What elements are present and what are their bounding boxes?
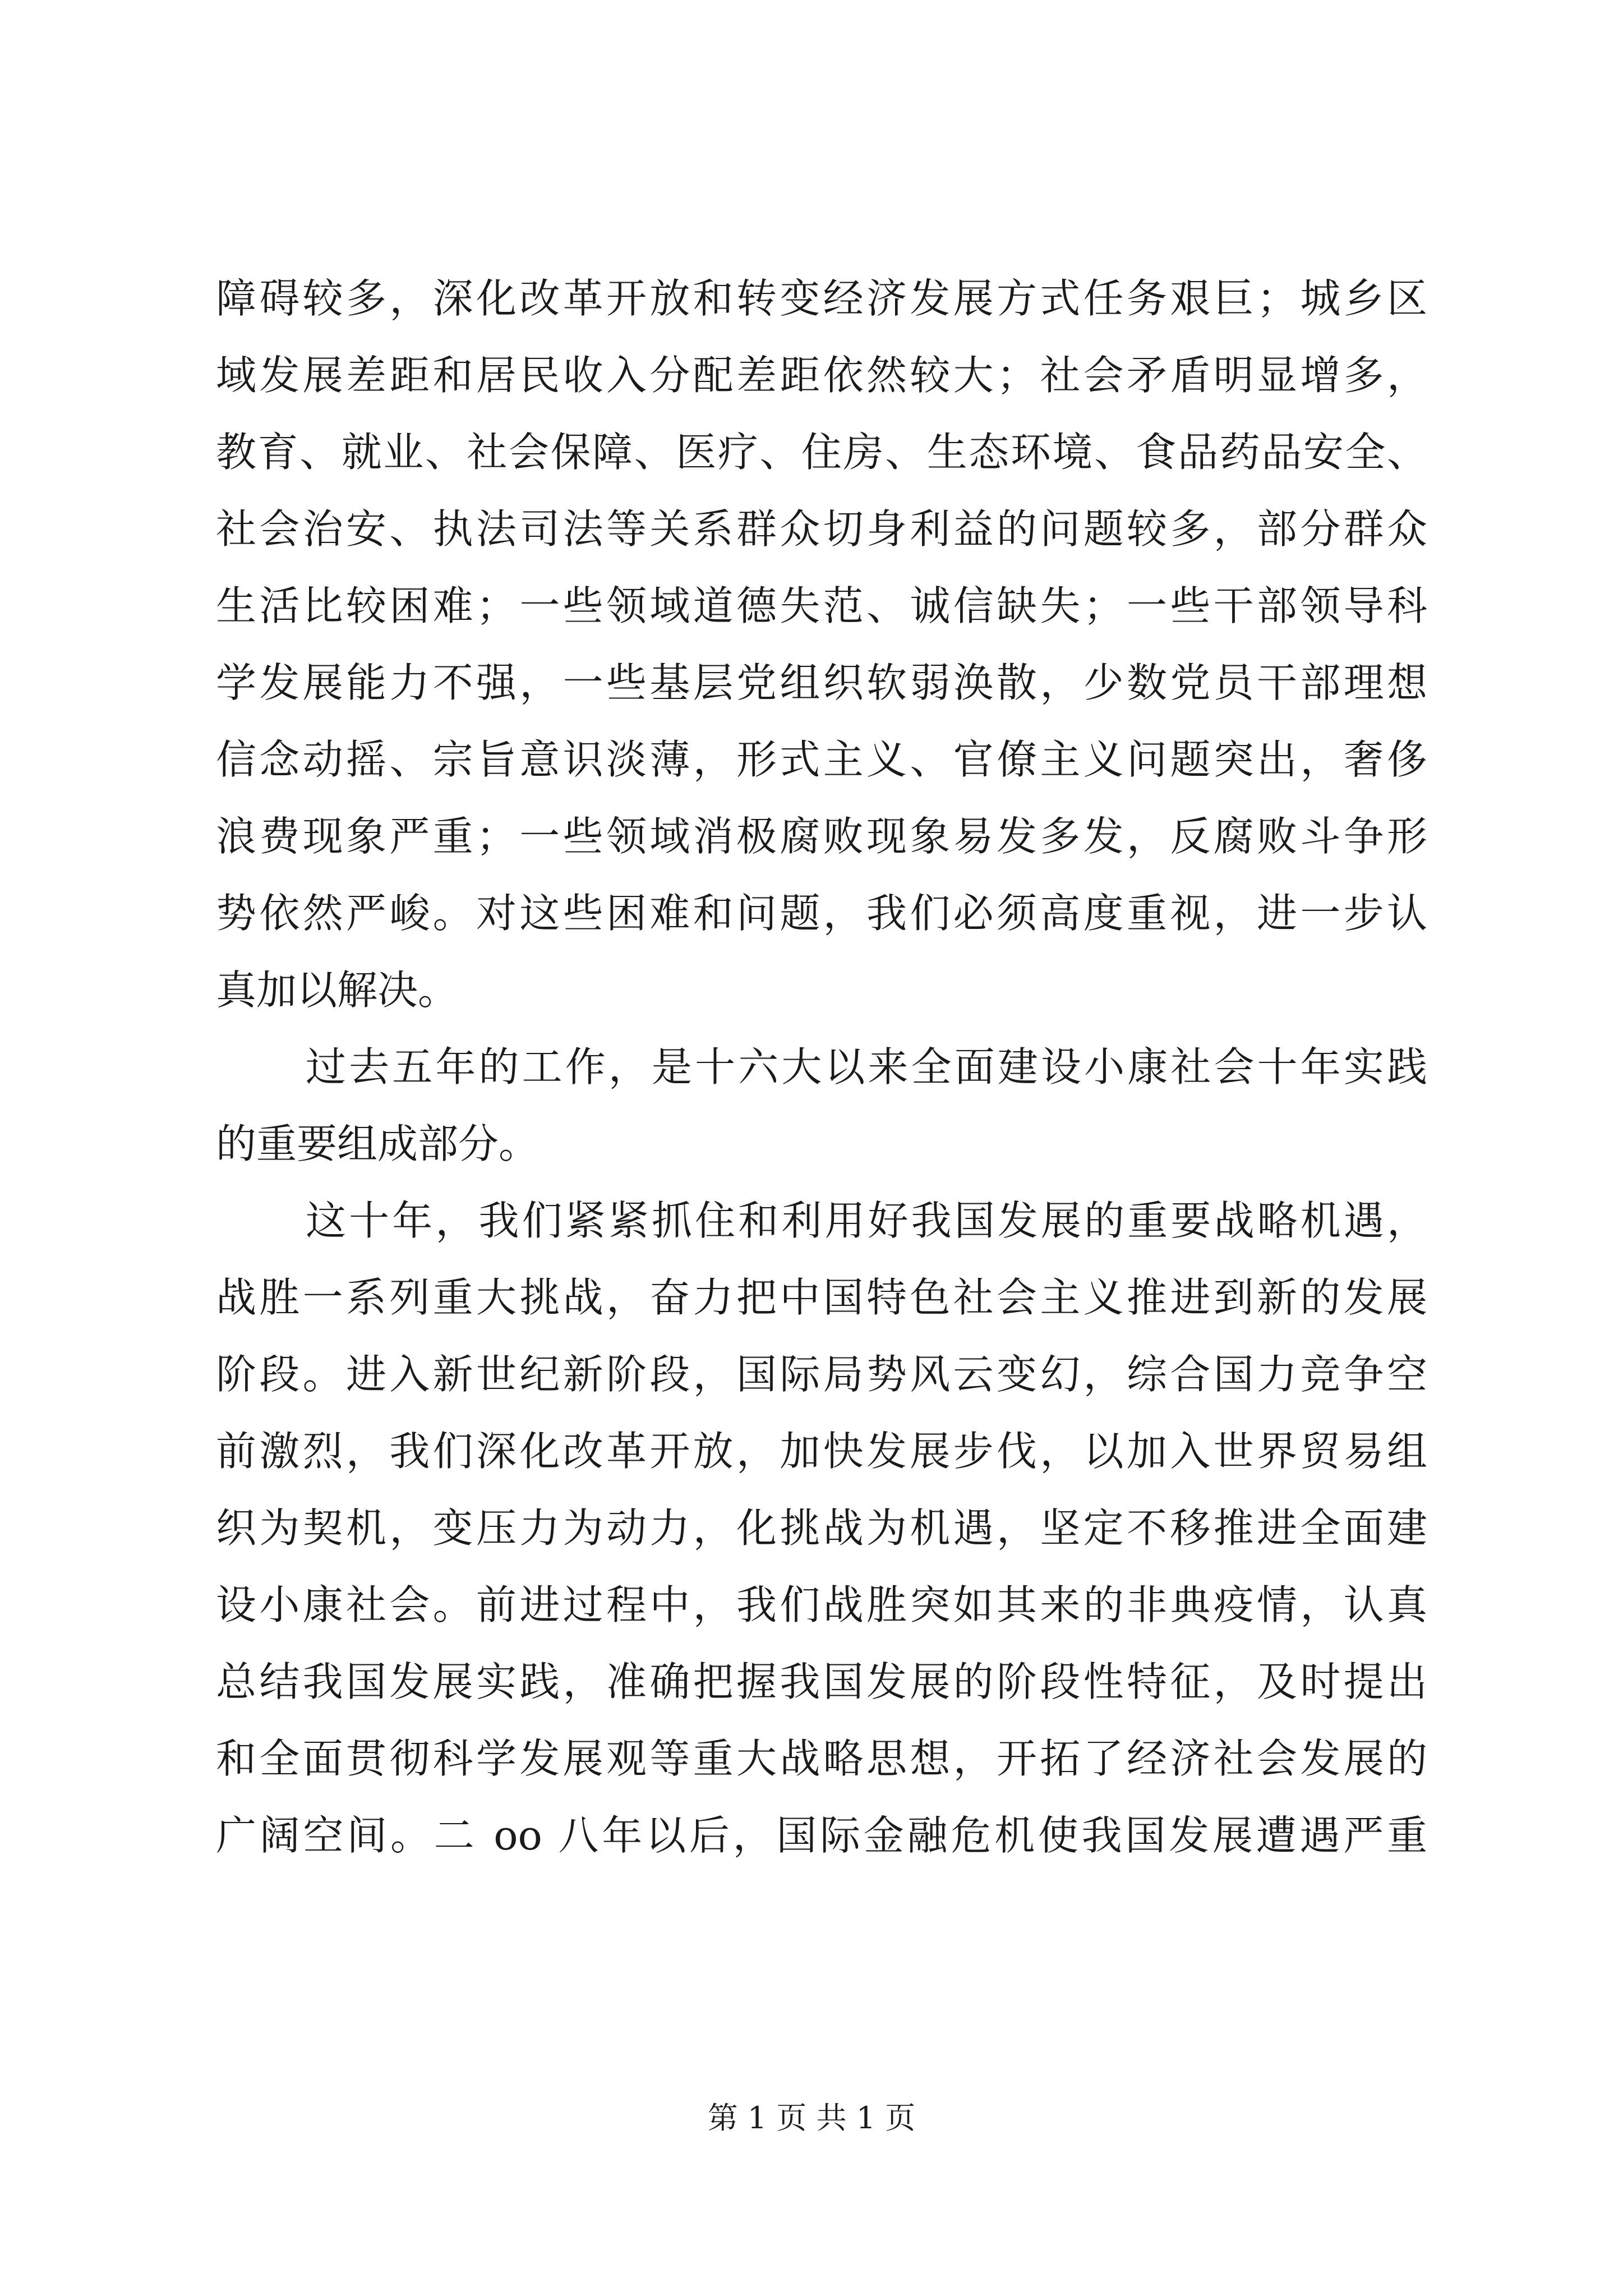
text-line: 生活比较困难；一些领域道德失范、诚信缺失；一些干部领导科 xyxy=(216,582,1427,629)
text-line: 教育、就业、社会保障、医疗、住房、生态环境、食品药品安全、 xyxy=(216,429,1427,476)
text-line: 广阔空间。二 oo 八年以后，国际金融危机使我国发展遭遇严重 xyxy=(216,1812,1427,1859)
text-line: 战胜一系列重大挑战，奋力把中国特色社会主义推进到新的发展 xyxy=(216,1274,1427,1321)
paragraph-first-line: 过去五年的工作，是十六大以来全面建设小康社会十年实践 xyxy=(306,1043,1427,1091)
page-footer: 第 1 页 共 1 页 xyxy=(707,2100,916,2136)
text-line: 前激烈，我们深化改革开放，加快发展步伐，以加入世界贸易组 xyxy=(216,1428,1427,1475)
text-line: 信念动摇、宗旨意识淡薄，形式主义、官僚主义问题突出，奢侈 xyxy=(216,736,1427,783)
text-line: 的重要组成部分。 xyxy=(216,1120,540,1167)
paragraph-first-line: 这十年，我们紧紧抓住和利用好我国发展的重要战略机遇， xyxy=(306,1197,1427,1244)
text-line: 域发展差距和居民收入分配差距依然较大；社会矛盾明显增多， xyxy=(216,352,1427,399)
text-line: 学发展能力不强，一些基层党组织软弱涣散，少数党员干部理想 xyxy=(216,659,1427,706)
text-line: 织为契机，变压力为动力，化挑战为机遇，坚定不移推进全面建 xyxy=(216,1504,1427,1552)
text-line: 障碍较多，深化改革开放和转变经济发展方式任务艰巨；城乡区 xyxy=(216,275,1427,322)
text-line: 设小康社会。前进过程中，我们战胜突如其来的非典疫情，认真 xyxy=(216,1581,1427,1628)
text-line: 总结我国发展实践，准确把握我国发展的阶段性特征，及时提出 xyxy=(216,1658,1427,1705)
text-line: 浪费现象严重；一些领域消极腐败现象易发多发，反腐败斗争形 xyxy=(216,813,1427,860)
text-line: 势依然严峻。对这些困难和问题，我们必须高度重视，进一步认 xyxy=(216,890,1427,937)
text-line: 阶段。进入新世纪新阶段，国际局势风云变幻，综合国力竞争空 xyxy=(216,1351,1427,1398)
text-line: 真加以解决。 xyxy=(216,967,459,1014)
text-line: 社会治安、执法司法等关系群众切身利益的问题较多，部分群众 xyxy=(216,505,1427,553)
text-line: 和全面贯彻科学发展观等重大战略思想，开拓了经济社会发展的 xyxy=(216,1735,1427,1782)
body-text xyxy=(216,260,1427,1874)
